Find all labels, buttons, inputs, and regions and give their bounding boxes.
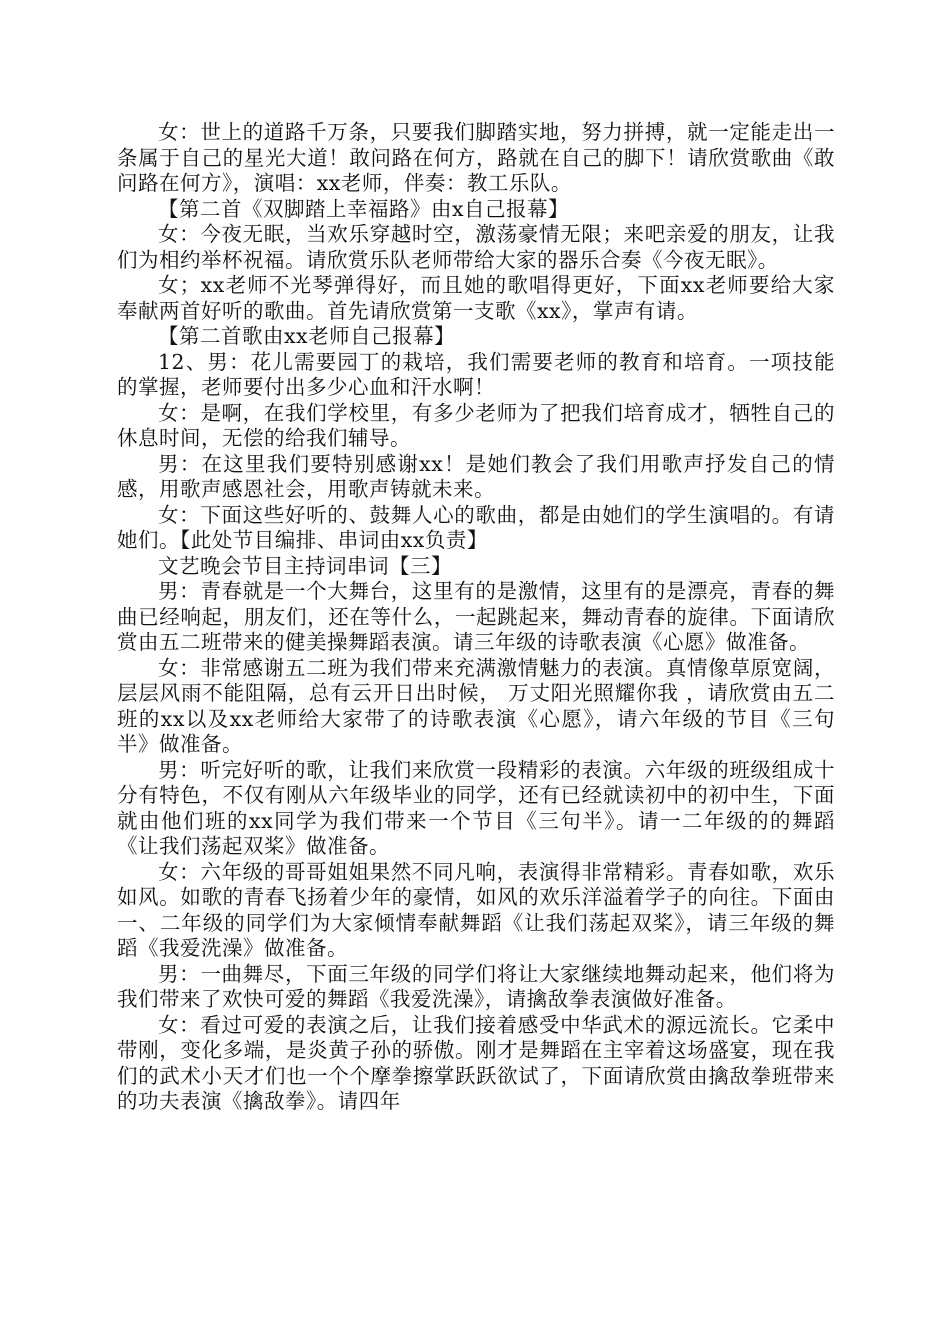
paragraph: 12、男：花儿需要园丁的栽培，我们需要老师的教育和培育。一项技能的掌握，老师要付出多少心血和汗水啊！ <box>117 349 835 399</box>
section-heading: 文艺晚会节目主持词串词【三】 <box>158 553 452 578</box>
paragraph: 女：是啊，在我们学校里，有多少老师为了把我们培育成才，牺牲自己的休息时间，无偿的给我们辅导。 <box>117 400 835 450</box>
paragraph: 女：下面这些好听的、鼓舞人心的歌曲，都是由她们的学生演唱的。有请她们。【此处节目编排、串词由xx负责】 <box>117 502 835 552</box>
paragraph: 女：世上的道路千万条，只要我们脚踏实地，努力拼搏，就一定能走出一条属于自己的星光大道！敢问路在何方，路就在自己的脚下！请欣赏歌曲《敢问路在何方》，演唱：xx老师，伴奏：教工乐队。 <box>117 120 835 195</box>
paragraph: 男：在这里我们要特别感谢xx！是她们教会了我们用歌声抒发自己的情感，用歌声感恩社会，用歌声铸就未来。 <box>117 451 835 501</box>
paragraph: 女：看过可爱的表演之后，让我们接着感受中华武术的源远流长。它柔中带刚，变化多端，是炎黄子孙的骄傲。刚才是舞蹈在主宰着这场盛宴，现在我们的武术小天才们也一个个摩拳擦掌跃跃欲试了，下面请欣赏由擒敌拳班带来的功夫表演《擒敌拳》。请四年 <box>117 1012 835 1113</box>
paragraph: 【第二首《双脚踏上幸福路》由x自己报幕】 <box>158 196 570 221</box>
paragraph: 男：一曲舞尽，下面三年级的同学们将让大家继续地舞动起来，他们将为我们带来了欢快可爱的舞蹈《我爱洗澡》，请擒敌拳表演做好准备。 <box>117 961 835 1011</box>
paragraph: 女：非常感谢五二班为我们带来充满激情魅力的表演。真情像草原宽阔， 层层风雨不能阻隔，总有云开日出时候， 万丈阳光照耀你我 ，请欣赏由五二班的xx以及xx老师给大家带了的诗歌表演《心愿》，请六年级的节目《三句半》做准备。 <box>117 655 835 756</box>
paragraph: 女：今夜无眠，当欢乐穿越时空，激荡豪情无限；来吧亲爱的朋友，让我们为相约举杯祝福。请欣赏乐队老师带给大家的器乐合奏《今夜无眠》。 <box>117 222 835 272</box>
paragraph: 女：六年级的哥哥姐姐果然不同凡响，表演得非常精彩。青春如歌，欢乐如风。如歌的青春飞扬着少年的豪情，如风的欢乐洋溢着学子的向往。下面由一、二年级的同学们为大家倾情奉献舞蹈《让我们荡起双桨》，请三年级的舞蹈《我爱洗澡》做准备。 <box>117 859 835 960</box>
paragraph: 男：青春就是一个大舞台，这里有的是激情，这里有的是漂亮，青春的舞曲已经响起，朋友们，还在等什么，一起跳起来，舞动青春的旋律。下面请欣赏由五二班带来的健美操舞蹈表演。请三年级的诗歌表演《心愿》做准备。 <box>117 579 835 654</box>
paragraph: 女；xx老师不光琴弹得好，而且她的歌唱得更好，下面xx老师要给大家奉献两首好听的歌曲。首先请欣赏第一支歌《xx》，掌声有请。 <box>117 273 835 323</box>
paragraph: 男：听完好听的歌，让我们来欣赏一段精彩的表演。六年级的班级组成十分有特色，不仅有刚从六年级毕业的同学，还有已经就读初中的初中生，下面就由他们班的xx同学为我们带来一个节目《三句半》。请一二年级的的舞蹈《让我们荡起双桨》做准备。 <box>117 757 835 858</box>
document-page <box>117 120 835 1115</box>
paragraph: 【第二首歌由xx老师自己报幕】 <box>158 324 456 348</box>
